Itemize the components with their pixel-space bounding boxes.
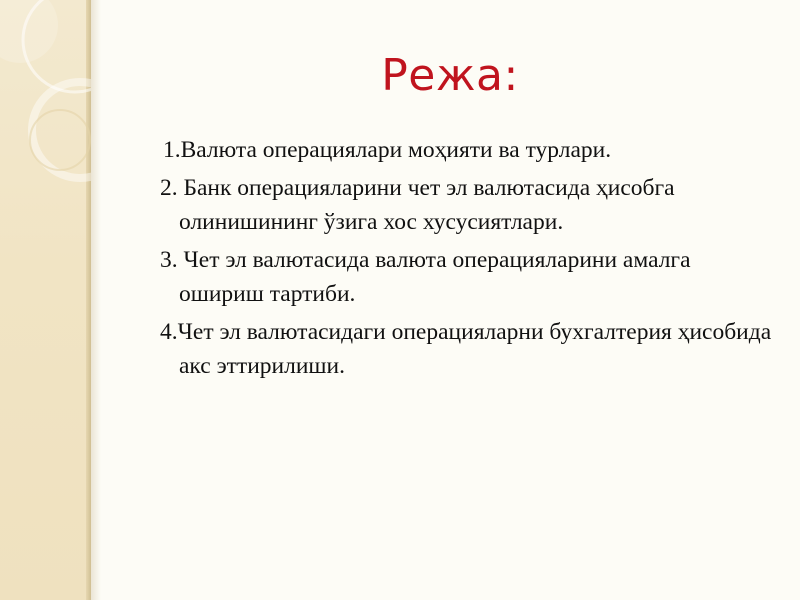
- side-decor-shadow: [91, 0, 101, 600]
- agenda-item-3: 3. Чет эл валютасида валюта операцияларини амалга ошириш тартиби.: [160, 247, 691, 307]
- slide-title: Режа:: [381, 50, 519, 101]
- decorative-circles-icon: [0, 0, 91, 200]
- agenda-list: [160, 133, 780, 387]
- agenda-item-2: 2. Банк операцияларини чет эл валютасида ҳисобга олинишининг ўзига хос хусусиятлари.: [160, 175, 675, 235]
- agenda-item-1: 1.Валюта операциялари моҳияти ва турлари.: [163, 137, 612, 163]
- agenda-item-4: 4.Чет эл валютасидаги операцияларни бухгалтерия ҳисобида акс эттирилиши.: [160, 319, 772, 379]
